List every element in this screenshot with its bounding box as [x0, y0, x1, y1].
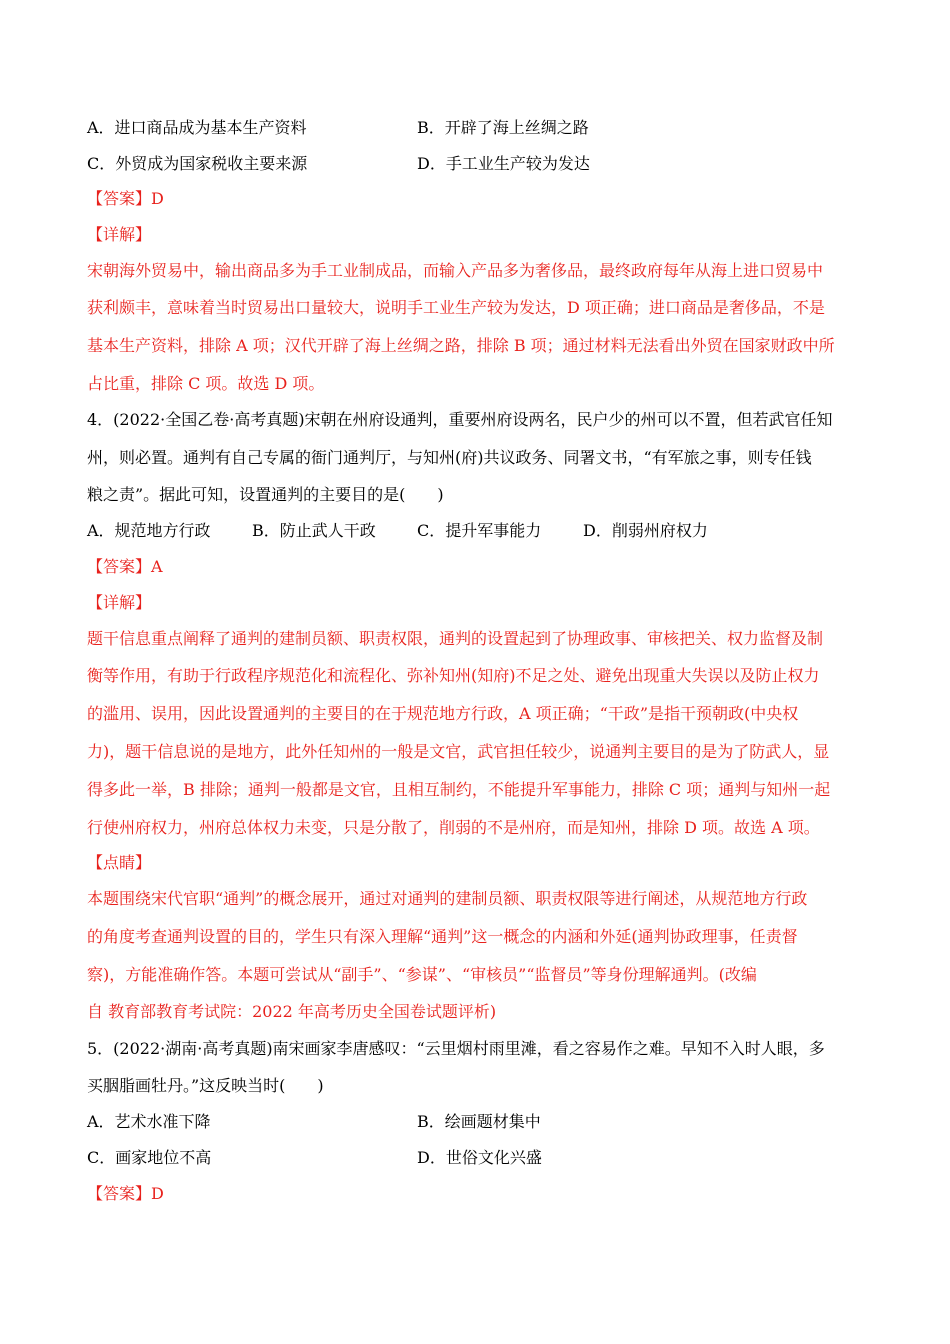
- q5-stem-line: 买胭脂画牡丹。”这反映当时( ): [87, 1076, 324, 1095]
- q4-detail-line: 行使州府权力，州府总体权力未变，只是分散了，削弱的不是州府，而是知州，排除 D 项。故选 A 项。: [87, 818, 820, 837]
- q3-answer: 【答案】D: [87, 189, 164, 208]
- q4-stem-line: 粮之责”。据此可知，设置通判的主要目的是( ): [87, 485, 444, 504]
- q5-option-b: B．绘画题材集中: [417, 1112, 541, 1131]
- q4-comment-heading: 【点睛】: [87, 853, 152, 872]
- q5-answer: 【答案】D: [87, 1184, 164, 1203]
- q4-detail-line: 题干信息重点阐释了通判的建制员额、职责权限，通判的设置起到了协理政事、审核把关、权力监督及制: [87, 629, 824, 648]
- q4-detail-line: 的滥用、误用，因此设置通判的主要目的在于规范地方行政，A 项正确；“干政”是指干预朝政(中央权: [87, 704, 799, 723]
- q5-stem-line: 5．(2022·湖南·高考真题)南宋画家李唐感叹：“云里烟村雨里滩，看之容易作之难。早知不入时人眼，多: [87, 1039, 825, 1058]
- q3-detail-line: 占比重，排除 C 项。故选 D 项。: [87, 374, 325, 393]
- q4-detail-line: 衡等作用，有助于行政程序规范化和流程化、弥补知州(知府)不足之处、避免出现重大失误以及防止权力: [87, 666, 820, 685]
- q3-option-a: A．进口商品成为基本生产资料: [87, 118, 307, 137]
- q3-detail-heading: 【详解】: [87, 225, 152, 244]
- q3-option-c: C．外贸成为国家税收主要来源: [87, 154, 308, 173]
- q3-option-d: D．手工业生产较为发达: [417, 154, 590, 173]
- q4-option-b: B．防止武人干政: [252, 521, 376, 540]
- q4-comment-line: 本题围绕宋代官职“通判”的概念展开，通过对通判的建制员额、职责权限等进行阐述，从规范地方行政: [87, 889, 808, 908]
- q3-detail-line: 基本生产资料，排除 A 项；汉代开辟了海上丝绸之路，排除 B 项；通过材料无法看出外贸在国家财政中所: [87, 336, 835, 355]
- q4-comment-line: 的角度考查通判设置的目的，学生只有深入理解“通判”这一概念的内涵和外延(通判协政理事，任责督: [87, 927, 798, 946]
- q4-option-d: D．削弱州府权力: [583, 521, 708, 540]
- q4-option-c: C．提升军事能力: [417, 521, 542, 540]
- q5-option-c: C．画家地位不高: [87, 1148, 212, 1167]
- q4-comment-line: 察)，方能准确作答。本题可尝试从“副手”、“参谋”、“审核员”“监督员”等身份理解通判。(改编: [87, 965, 757, 984]
- q4-stem-line: 4．(2022·全国乙卷·高考真题)宋朝在州府设通判，重要州府设两名，民户少的州可以不置，但若武官任知: [87, 410, 833, 429]
- q4-detail-heading: 【详解】: [87, 593, 152, 612]
- q5-option-a: A．艺术水准下降: [87, 1112, 211, 1131]
- q4-detail-line: 力)，题干信息说的是地方，此外任知州的一般是文官，武官担任较少，说通判主要目的是为了防武人，显: [87, 742, 830, 761]
- q4-comment-line: 自 教育部教育考试院：2022 年高考历史全国卷试题评析): [87, 1002, 497, 1021]
- q3-option-b: B．开辟了海上丝绸之路: [417, 118, 589, 137]
- q4-stem-line: 州，则必置。通判有自己专属的衙门通判厅，与知州(府)共议政务、同署文书，“有军旅之事，则专任钱: [87, 448, 812, 467]
- q4-answer: 【答案】A: [87, 557, 163, 576]
- q3-detail-line: 宋朝海外贸易中，输出商品多为手工业制成品，而输入产品多为奢侈品，最终政府每年从海上进口贸易中: [87, 261, 824, 280]
- q4-option-a: A．规范地方行政: [87, 521, 211, 540]
- q4-detail-line: 得多此一举，B 排除；通判一般都是文官，且相互制约，不能提升军事能力，排除 C 项；通判与知州一起: [87, 780, 831, 799]
- q5-option-d: D．世俗文化兴盛: [417, 1148, 542, 1167]
- q3-detail-line: 获利颇丰，意味着当时贸易出口量较大，说明手工业生产较为发达，D 项正确；进口商品是奢侈品，不是: [87, 298, 825, 317]
